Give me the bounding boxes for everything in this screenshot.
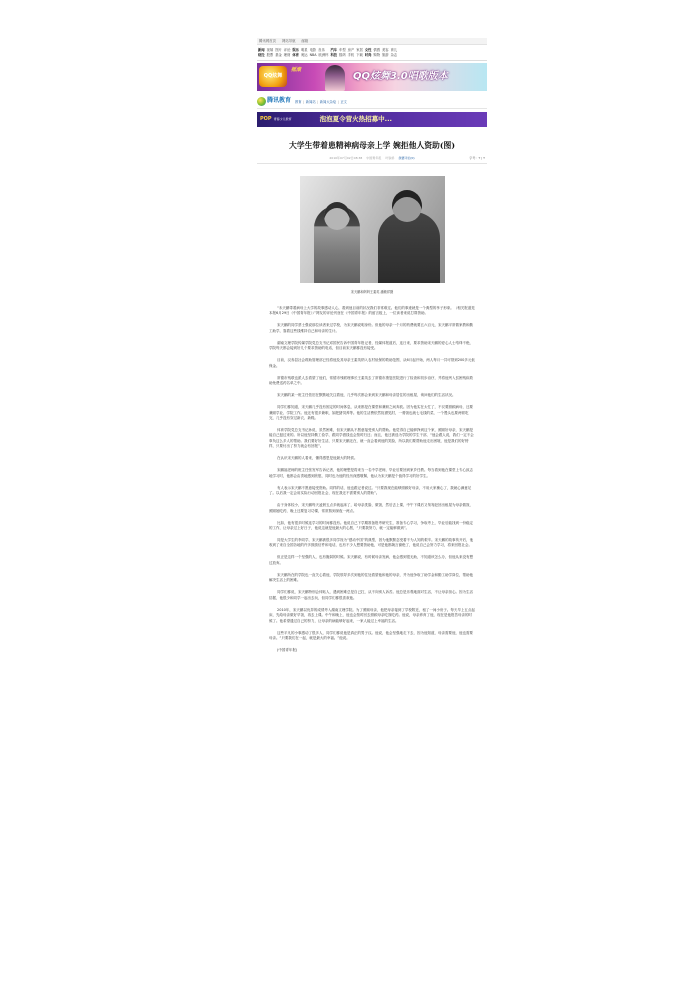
site-nav-link[interactable]: 网站导航	[281, 38, 296, 43]
article-source[interactable]: 中国青年报	[366, 155, 382, 160]
nav-link[interactable]: 股票	[266, 53, 274, 58]
article-paragraph: 目前，汉寿县社会救助管理部已经将他及其母亲王素英纳入农村低保的救助范围，从6月起开始，两人每月一共可领到200多元低保金。	[269, 358, 475, 368]
article-paragraph: 湖南文理学院传媒学院党总支书记邓国民告诉中国青年报记者，经媒体报道后，连日来，要求资助宋天鹏的爱心人士络绎不绝，学院每天都会接到好几个要求资助的电话，但目前宋天鹏都没有接受。	[269, 340, 473, 351]
breadcrumb-current: 正文	[340, 99, 347, 104]
article-paragraph: 由于身体较小，宋天鹏每天凌晨五点多就起床了，给母亲洗脸、做饭，然后去上课，中午下课后又匆匆赶回出租屋为母亲做饭，照顾她吃药，晚上还要复习功课，常常熬到深夜一两点。	[269, 503, 473, 513]
nav-link[interactable]: 奥运	[300, 53, 308, 58]
article-date: 2010年07月02日08:38	[329, 155, 363, 160]
nav-link[interactable]: 基金	[275, 53, 282, 58]
article-paragraph: 同是大学生的李同学，宋天鹏被很多同学视为“感动中国”的典型，因为他默默忍受着不为人知的艰辛。宋天鹏的故事传开后，他收到了来自全国各地的许多鼓励信件和电话，也有不少人想要资助他，可是他都婉言谢绝了，他说自己会努力学习，将来回报社会。	[269, 537, 474, 548]
channel-nav	[257, 45, 487, 61]
comment-link[interactable]: 我要评论(0)	[398, 155, 415, 160]
tencent-logo-icon	[257, 97, 266, 106]
nav-link[interactable]: 手机	[347, 53, 355, 58]
photo-caption: 宋天鹏和妈妈王素英 潘敏祥摄	[350, 289, 394, 294]
article-source-footer: (中国青年报)	[277, 648, 298, 653]
home-link[interactable]: 腾讯网首页	[259, 38, 276, 43]
nav-link[interactable]: 杂志	[390, 53, 398, 58]
nav-link[interactable]: 购物	[373, 53, 380, 58]
game-brand: 摇滚	[291, 67, 302, 73]
channel-name: 腾讯教育	[267, 96, 292, 104]
article-body	[257, 306, 487, 654]
article-paragraph: 2010年，宋天鹏以优异的成绩考入湖南文理学院。为了照顾母亲，他把母亲接到了学校附近，租了一间小房子。每天早上五点起床，先给母亲做好早饭，再去上课。中午和晚上，他也会按时回去照顾母亲吃饭吃药。他说，母亲养育了他，现在是他报答母亲的时候了。他希望通过自己的努力，让母亲的病能够好起来，一家人能过上幸福的生活。	[269, 607, 475, 623]
article-paragraph: 宋天鹏所在的学院也一直关心着他，学院领导多次到他的住处看望他和他的母亲，并为他争取了助学金和勤工助学岗位，帮助他解决生活上的困难。	[269, 572, 473, 583]
breadcrumb-link[interactable]: 新闻站	[305, 99, 316, 104]
article-paragraph: 常德市残联也派人去看望了他们，常德市残联理事长王素英去了常德市康复医院进行了检查和初步治疗，并将他列入贫困残疾救助免费送药名单之中。	[269, 375, 473, 386]
article-paragraph: 宋天鹏的某一班主任依旧在默默地关注着他，几乎每次都会来到宋天鹏和母亲居住的出租屋，询问他们的生活状况。	[277, 393, 456, 398]
mail-link[interactable]: 邮箱	[301, 38, 309, 43]
nav-column	[365, 47, 397, 58]
banner-promo-text: QQ炫舞3.0唱歌版本	[353, 71, 448, 82]
breadcrumb	[295, 100, 347, 104]
nav-category[interactable]: 科技	[330, 53, 338, 58]
nav-category[interactable]: 新闻	[258, 47, 265, 52]
channel-logo[interactable]	[257, 97, 291, 106]
breadcrumb-link[interactable]: 新闻大杂烩	[319, 99, 337, 104]
nav-link[interactable]: 旅游	[382, 53, 389, 58]
article-paragraph: “未天鹏带着病母上大学的故事感动人心，看到他目前的状况我们非常难过。他们的事迹就是一个典型的孝子形象。（相关报道见本报6月29日《中国青年报》）”网友的评论刊登在《中国青年报》的留言板上，一位读者来说打算资助。	[269, 305, 475, 316]
article-paragraph: 但正是这样一个坚强的人，也有脆弱的时候。宋天鹏说，有时候母亲发病，他会感到很无助，不知道该怎么办，但他从来没有想过放弃。	[269, 555, 473, 565]
article-paragraph: 体育学院党总支书记孙说，虽然困难，但宋天鹏从不愿意接受别人的帮助。他觉得自己能够挣到这个家，照顾好母亲，宋天鹏是能自己挺过来的。所以他坚持勤工俭学，跟同学借钱也会按时归还；而且，他还被选为学院的学生干部，“他会跟人说，我们一定不会辜负这么多人的帮助。我们要好好生活，只要宋天鹏还在，就一直会看到他的笑脸，所以我们要帮助他走出困境，他是我们的好榜样，只要付出了努力就会有回报”。	[269, 427, 474, 449]
nav-link[interactable]: 图片	[275, 47, 282, 52]
nav-link[interactable]: 情感	[373, 47, 380, 52]
channel-header	[257, 94, 487, 109]
article-paragraph: 宋鹏福老师的班主任张发军告诉记者，他的理想是将来当一名中学老师，毕业后要回到家乡任教。每当看到他在课堂上专心致志地学习时，他都会由衷地感到欣慰，同时也为他的经历深感敬佩，他认为宋天鹏是个值得学习的好学生。	[269, 468, 473, 478]
article-paragraph: 同学们都知道，宋天鹏几乎没有固定的时间休息，从来都是在课堂和兼职之间奔波。因为他实在太忙了，不仅要照顾病母，还要兼顾学业、学院工作。他还有很多兼职，如肥猪饲养等。他的生活费依然捉襟见肘，一餐饭也就七毛钱的菜，一个馒头也要两顿吃完，几乎没有穿过新衣、新鞋。	[269, 405, 473, 420]
nav-category[interactable]: 女性	[364, 47, 372, 52]
nav-link[interactable]: NBA	[309, 53, 317, 58]
breadcrumb-separator: |	[317, 99, 319, 104]
nav-column	[258, 47, 290, 58]
banner-character-image	[325, 65, 345, 91]
top-bar	[257, 38, 487, 45]
nav-column	[330, 47, 362, 58]
article-paragraph: 有人表示宋天鹏不愿意接受资助。同样的话，他也跟记者说过。“只要我现在能够照顾好母亲，不用大家操心了，我就心满意足了。以后我一定会用实际行动回报社会，现在我还不需要别人的帮助”。	[269, 485, 472, 496]
ad-banner-summer-camp[interactable]	[257, 112, 487, 127]
pop-tagline: 青春少儿教育	[273, 117, 292, 122]
nav-link[interactable]: 下载	[356, 53, 363, 58]
article-paragraph: 同学们都说，宋天鹏特别会体贴人，遇到困难总是自己扛，从不向别人诉苦。他总是乐观地面对生活，不让母亲担心。因为生活拮据，他很少和同学一起出去玩，但同学们都很喜欢他。	[269, 590, 473, 600]
nav-link[interactable]: 理财	[283, 53, 291, 58]
nav-link[interactable]: 音乐	[318, 47, 325, 52]
ad-banner-qq-dance[interactable]	[257, 63, 487, 91]
photo-mother-head	[324, 202, 350, 230]
nav-category[interactable]: 时尚	[364, 53, 372, 58]
nav-category[interactable]: 财经	[258, 53, 265, 58]
article-author: 叶铁桥	[385, 155, 395, 160]
font-size-toggle[interactable]: 字号：T | T	[469, 155, 485, 160]
article-paragraph: 在认识宋天鹏的人看来，懂得感恩是他最大的特质。	[277, 456, 358, 461]
nav-link[interactable]: 视频	[266, 47, 274, 52]
nav-link[interactable]: 美容	[382, 47, 389, 52]
nav-link[interactable]: 评论	[283, 47, 291, 52]
banner-message: 泡泡夏令营火热招募中...	[319, 115, 393, 124]
breadcrumb-link[interactable]: 教育	[295, 99, 302, 104]
nav-column	[292, 47, 328, 58]
photo-son-figure	[378, 212, 440, 283]
nav-category[interactable]: 娱乐	[292, 47, 299, 52]
nav-link[interactable]: 数码	[339, 53, 346, 58]
breadcrumb-separator: |	[337, 99, 339, 104]
article-paragraph: 这些平凡的小事感动了很多人，同学们都说他是真正的男子汉。他说，他会坚强地走下去，因为他知道，母亲需要他，他也需要母亲。“只要我们在一起，就是最大的幸福。”他说。	[269, 630, 473, 641]
photo-son-head	[392, 190, 422, 222]
nav-link[interactable]: 房产	[347, 47, 355, 52]
pop-logo: POP	[260, 116, 272, 123]
nav-category[interactable]: 汽车	[330, 47, 338, 52]
article-title: 大学生带着患精神病母亲上学 婉拒他人资助(图)	[288, 141, 456, 150]
nav-link[interactable]: 电影	[309, 47, 317, 52]
nav-link[interactable]: 车型	[339, 47, 346, 52]
nav-link[interactable]: 家居	[356, 47, 363, 52]
article-meta	[257, 156, 487, 164]
nav-link[interactable]: 明星	[300, 47, 308, 52]
nav-category[interactable]: 体育	[292, 53, 299, 58]
nav-link[interactable]: 欧洲杯	[318, 53, 329, 58]
page	[257, 38, 487, 660]
nav-link[interactable]: 育儿	[390, 47, 398, 52]
article-photo	[300, 176, 445, 283]
game-logo: QQ炫舞	[259, 66, 287, 87]
article-paragraph: 比如，他有很多时候连学习的时间都没有。他说自己下学期准备报考研究生，准备专心学习，争取考上，毕业后能找到一份稳定的工作，让母亲过上好日子，他说这就是他最大的心愿，“只要我努力，就一定能够做到”。	[269, 520, 473, 530]
breadcrumb-separator: |	[303, 99, 305, 104]
article-paragraph: 宋天鹏的同学蔡士强说那位读者来过学校，为宋天鹏说明身份。但他的母亲一个月的药费就要五六百元，宋天鹏平常做家教和勤工助学，靠着这些钱维持自己和母亲的生计。	[269, 323, 473, 333]
